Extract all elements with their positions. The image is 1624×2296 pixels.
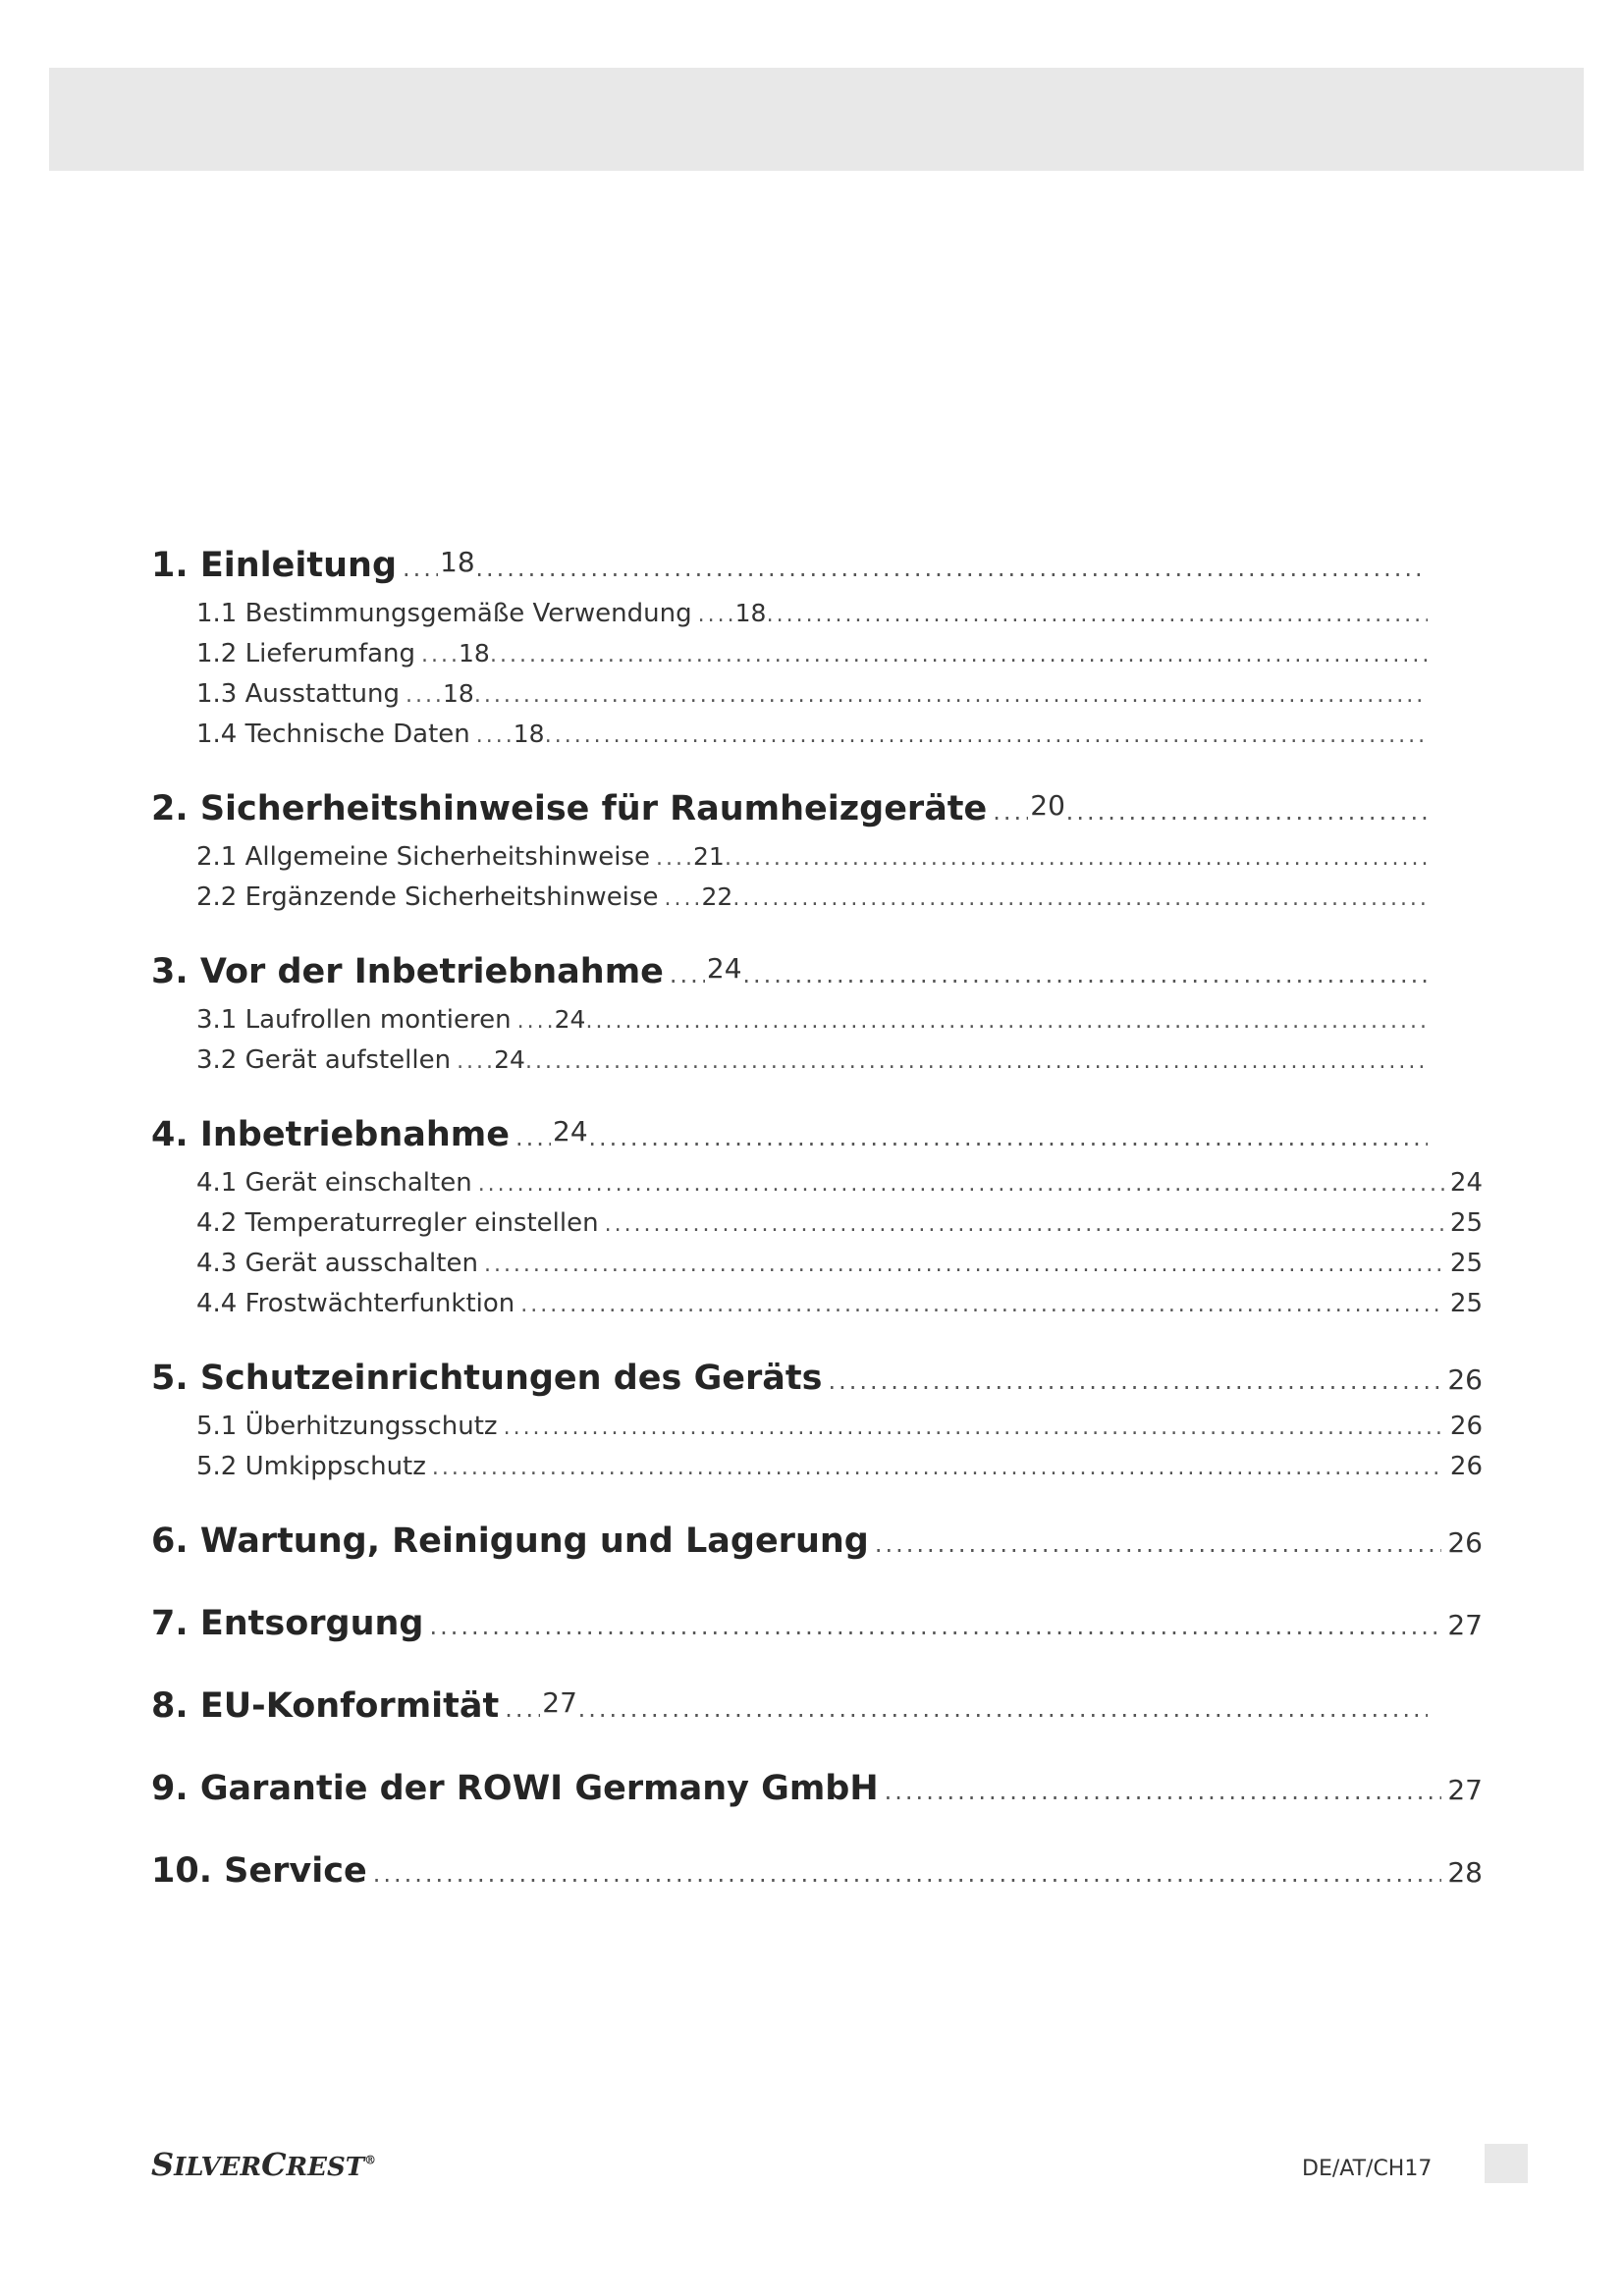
toc-title: 9. Garantie der ROWI Germany GmbH xyxy=(151,1769,879,1808)
toc-chapter[interactable] xyxy=(151,1522,1483,1575)
toc-subsection[interactable] xyxy=(151,679,1483,720)
toc-leader-dots xyxy=(515,1124,1428,1151)
toc-page-number: 26 xyxy=(1449,1452,1483,1481)
toc-page-number: 21 xyxy=(693,842,725,871)
toc-section xyxy=(151,952,1483,1086)
toc-section xyxy=(151,1851,1483,1904)
toc-title: 5.1 Überhitzungsschutz xyxy=(196,1412,498,1441)
toc-subsection[interactable] xyxy=(151,1045,1483,1086)
toc-page-number: 25 xyxy=(1449,1249,1483,1278)
toc-subsection[interactable] xyxy=(151,720,1483,760)
toc-leader-dots xyxy=(520,1293,1444,1317)
toc-page-number: 26 xyxy=(1449,1412,1483,1441)
toc-leader-dots xyxy=(406,683,1428,708)
toc-chapter[interactable] xyxy=(151,789,1483,842)
toc-subsection[interactable] xyxy=(151,1208,1483,1249)
toc-page-number: 18 xyxy=(440,546,475,578)
toc-chapter[interactable] xyxy=(151,1604,1483,1657)
toc-leader-dots xyxy=(664,886,1428,911)
toc-title: 4.2 Temperaturregler einstellen xyxy=(196,1208,599,1238)
toc-title: 3. Vor der Inbetriebnahme xyxy=(151,952,664,991)
toc-title: 3.2 Gerät aufstellen xyxy=(196,1045,452,1075)
toc-leader-dots xyxy=(656,846,1428,871)
toc-chapter[interactable] xyxy=(151,1115,1483,1168)
toc-leader-dots xyxy=(421,643,1428,667)
toc-title: 2.2 Ergänzende Sicherheitshinweise xyxy=(196,882,659,912)
toc-title: 2. Sicherheitshinweise für Raumheizgeräte xyxy=(151,789,988,828)
toc-page-number: 25 xyxy=(1449,1208,1483,1238)
toc-title: 4. Inbetriebnahme xyxy=(151,1115,511,1154)
toc-leader-dots xyxy=(605,1212,1444,1237)
toc-leader-dots xyxy=(505,1695,1428,1723)
toc-title: 4.4 Frostwächterfunktion xyxy=(196,1289,515,1318)
toc-page-number: 20 xyxy=(1030,789,1065,822)
toc-section xyxy=(151,546,1483,760)
toc-leader-dots xyxy=(504,1415,1444,1440)
toc-page-number: 24 xyxy=(1449,1168,1483,1198)
toc-page-number: 28 xyxy=(1447,1856,1483,1889)
toc-page-number: 27 xyxy=(1447,1774,1483,1806)
toc-section xyxy=(151,1115,1483,1329)
toc-page-number: 22 xyxy=(701,882,733,911)
toc-chapter[interactable] xyxy=(151,1851,1483,1904)
toc-title: 5.2 Umkippschutz xyxy=(196,1452,426,1481)
toc-leader-dots xyxy=(885,1778,1442,1805)
toc-leader-dots xyxy=(457,1049,1428,1074)
header-bar xyxy=(49,68,1584,171)
toc-page-number: 24 xyxy=(553,1115,588,1148)
toc-page-number: 18 xyxy=(513,720,545,748)
table-of-contents xyxy=(151,546,1483,1934)
toc-title: 2.1 Allgemeine Sicherheitshinweise xyxy=(196,842,651,872)
toc-title: 6. Wartung, Reinigung und Lagerung xyxy=(151,1522,869,1561)
toc-section xyxy=(151,1359,1483,1492)
toc-page-number: 18 xyxy=(734,599,767,627)
toc-title: 1.3 Ausstattung xyxy=(196,679,400,709)
toc-title: 3.1 Laufrollen montieren xyxy=(196,1005,512,1035)
toc-leader-dots xyxy=(828,1367,1441,1395)
toc-leader-dots xyxy=(478,1172,1444,1197)
toc-leader-dots xyxy=(373,1860,1442,1888)
toc-leader-dots xyxy=(476,723,1428,748)
toc-subsection[interactable] xyxy=(151,882,1483,923)
toc-section xyxy=(151,1686,1483,1739)
toc-page-number: 25 xyxy=(1449,1289,1483,1318)
toc-title: 8. EU-Konformität xyxy=(151,1686,500,1726)
toc-leader-dots xyxy=(670,961,1428,988)
toc-subsection[interactable] xyxy=(151,842,1483,882)
page-number-code: DE/AT/CH17 xyxy=(1302,2157,1433,2181)
toc-leader-dots xyxy=(517,1009,1428,1034)
toc-subsection[interactable] xyxy=(151,639,1483,679)
toc-section xyxy=(151,1604,1483,1657)
toc-chapter[interactable] xyxy=(151,952,1483,1005)
toc-subsection[interactable] xyxy=(151,1249,1483,1289)
toc-page-number: 24 xyxy=(706,952,742,985)
toc-chapter[interactable] xyxy=(151,1686,1483,1739)
toc-title: 10. Service xyxy=(151,1851,367,1891)
silvercrest-logo: SILVERCREST® xyxy=(151,2146,377,2183)
toc-section xyxy=(151,1522,1483,1575)
toc-title: 1. Einleitung xyxy=(151,546,398,585)
toc-page-number: 26 xyxy=(1447,1363,1483,1396)
toc-page-number: 26 xyxy=(1447,1526,1483,1559)
toc-leader-dots xyxy=(429,1613,1441,1640)
toc-page-number: 24 xyxy=(494,1045,525,1074)
toc-subsection[interactable] xyxy=(151,1452,1483,1492)
toc-leader-dots xyxy=(698,603,1428,627)
toc-page-number: 24 xyxy=(554,1005,586,1034)
toc-subsection[interactable] xyxy=(151,1168,1483,1208)
toc-chapter[interactable] xyxy=(151,1359,1483,1412)
toc-page-number: 18 xyxy=(442,679,474,708)
toc-title: 4.3 Gerät ausschalten xyxy=(196,1249,478,1278)
toc-title: 1.4 Technische Daten xyxy=(196,720,470,749)
toc-title: 5. Schutzeinrichtungen des Geräts xyxy=(151,1359,823,1398)
toc-page-number: 18 xyxy=(459,639,490,667)
toc-page-number: 27 xyxy=(542,1686,577,1719)
toc-chapter[interactable] xyxy=(151,546,1483,599)
toc-title: 1.2 Lieferumfang xyxy=(196,639,416,668)
footer-marker-box xyxy=(1485,2144,1528,2183)
toc-title: 4.1 Gerät einschalten xyxy=(196,1168,472,1198)
toc-leader-dots xyxy=(403,555,1428,582)
toc-leader-dots xyxy=(875,1530,1442,1558)
toc-section xyxy=(151,1769,1483,1822)
toc-chapter[interactable] xyxy=(151,1769,1483,1822)
toc-subsection[interactable] xyxy=(151,1289,1483,1329)
toc-title: 7. Entsorgung xyxy=(151,1604,424,1643)
toc-subsection[interactable] xyxy=(151,1412,1483,1452)
toc-subsection[interactable] xyxy=(151,599,1483,639)
toc-leader-dots xyxy=(484,1253,1444,1277)
toc-subsection[interactable] xyxy=(151,1005,1483,1045)
toc-section xyxy=(151,789,1483,923)
toc-page-number: 27 xyxy=(1447,1609,1483,1641)
toc-title: 1.1 Bestimmungsgemäße Verwendung xyxy=(196,599,692,628)
toc-leader-dots xyxy=(432,1456,1444,1480)
